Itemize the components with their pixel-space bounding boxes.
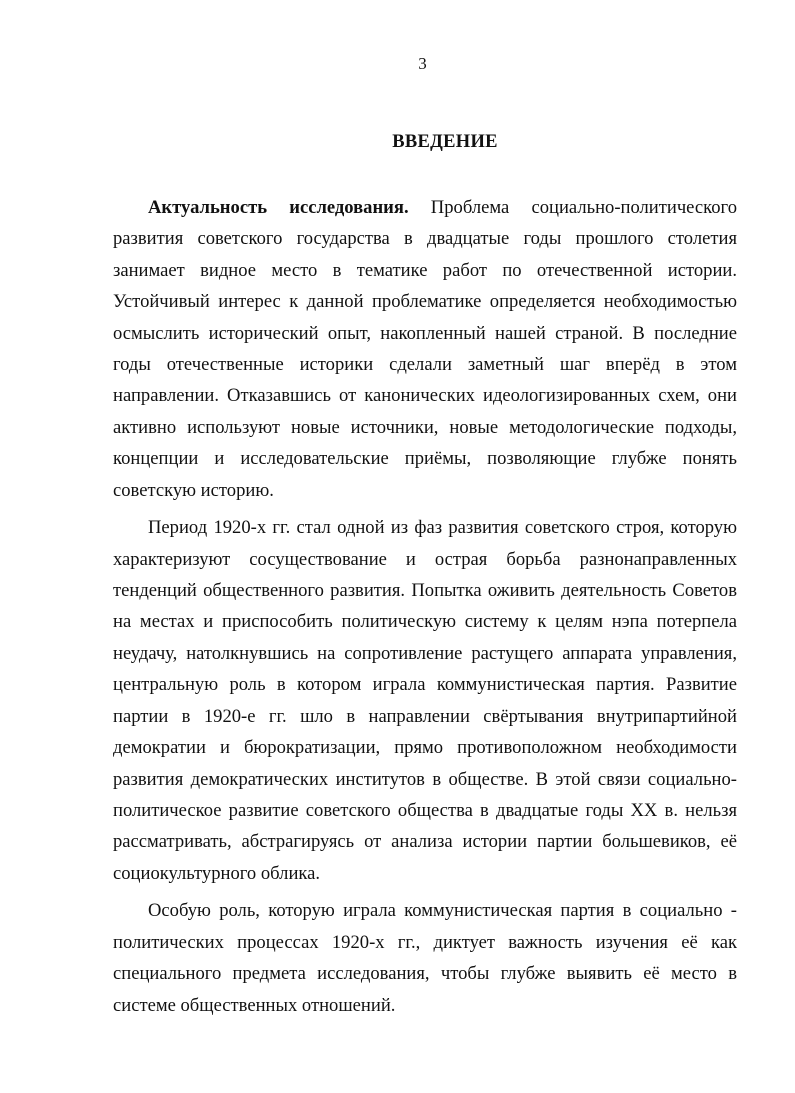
paragraph-relevance: [113, 192, 737, 506]
paragraph-lead: Актуальность исследования.: [148, 197, 409, 218]
paragraph-text: Период 1920-х гг. стал одной из фаз развития советского строя, которую характеризуют сосуществование и острая борьба разнонаправленных тенденций общественного развития. Попытка оживить деятельность Советов на местах и приспособить политическую систему к целям нэпа потерпела неудачу, натолкнувшись на сопротивление растущего аппарата управления, центральную роль в котором играла коммунистическая партия. Развитие партии в 1920-е гг. шло в направлении свёртывания внутрипартийной демократии и бюрократизации, прямо противоположном необходимости развития демократических институтов в обществе. В этой связи социально-политическое развитие советского общества в двадцатые годы XX в. нельзя рассматривать, абстрагируясь от анализа истории партии большевиков, её социокультурного облика.: [113, 517, 737, 884]
paragraph-text: Проблема социально-политического развития советского государства в двадцатые годы прошлого столетия занимает видное место в тематике работ по отечественной истории. Устойчивый интерес к данной проблематике определяется необходимостью осмыслить исторический опыт, накопленный нашей страной. В последние годы отечественные историки сделали заметный шаг вперёд в этом направлении. Отказавшись от канонических идеологизированных схем, они активно используют новые источники, новые методологические подходы, концепции и исследовательские приёмы, позволяющие глубже понять советскую историю.: [113, 197, 737, 501]
paragraph-role: [113, 895, 737, 1021]
page-number: 3: [418, 54, 427, 73]
section-heading: ВВЕДЕНИЕ: [392, 132, 498, 152]
paragraph-text: Особую роль, которую играла коммунистическая партия в социально - политических процессах 1920-х гг., диктует важность изучения её как специального предмета исследования, чтобы глубже выявить её место в системе общественных отношений.: [113, 900, 737, 1016]
paragraph-period: [113, 512, 737, 889]
body-text: [113, 192, 737, 1027]
